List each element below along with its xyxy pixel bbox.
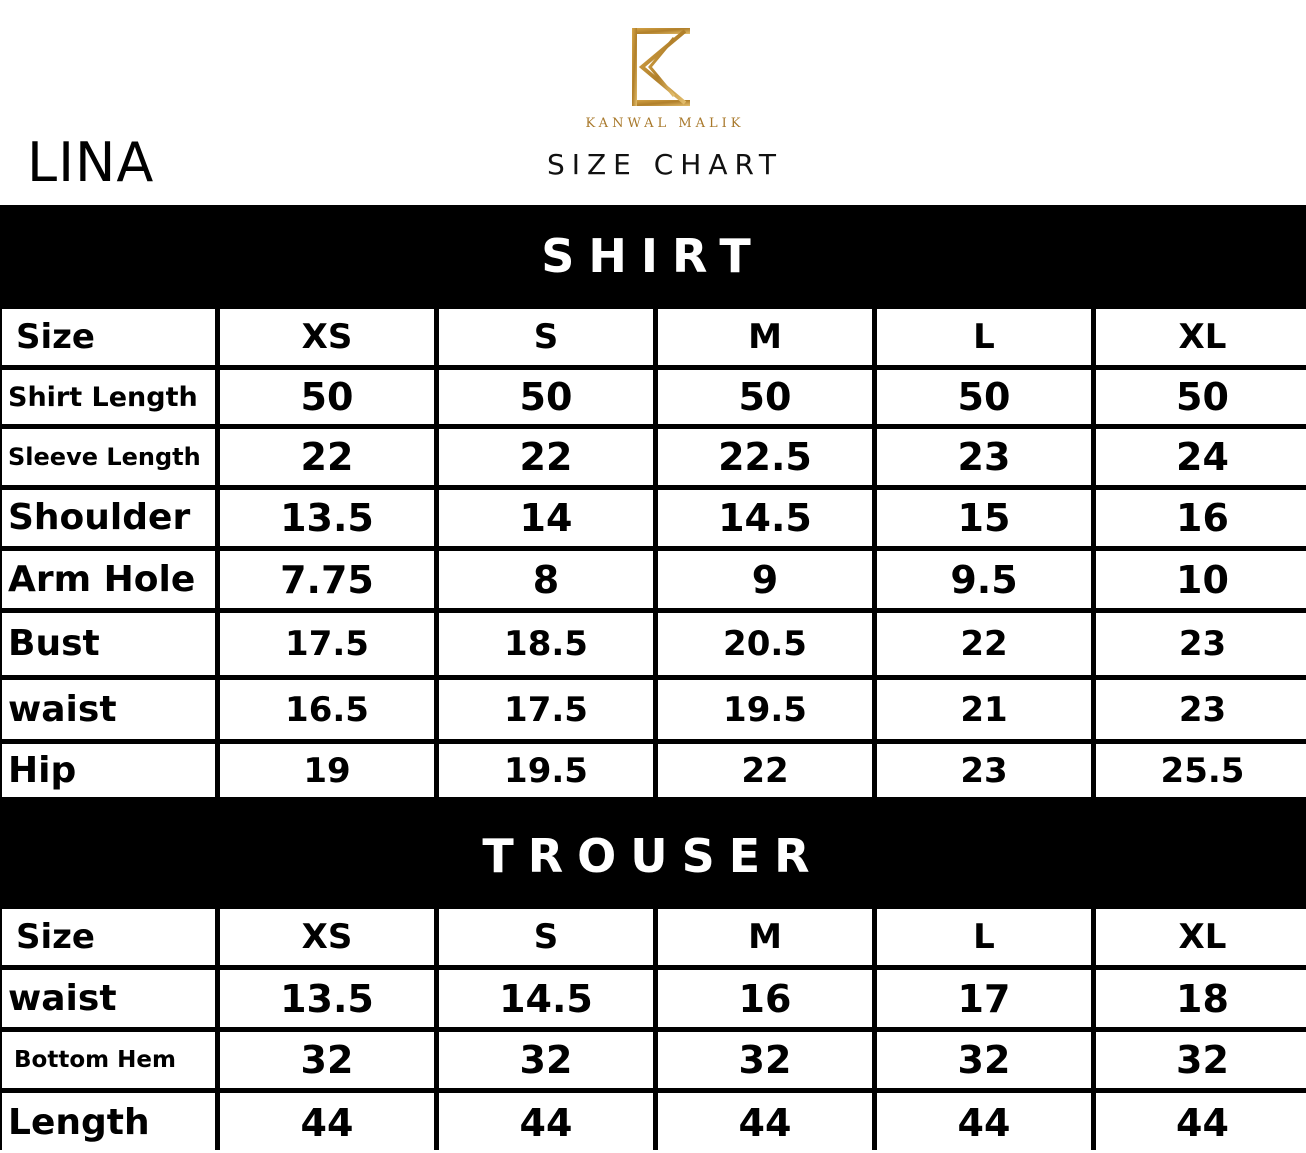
table-cell: 32 xyxy=(658,1032,872,1088)
row-label-bottom-hem: Bottom Hem xyxy=(2,1032,215,1088)
table-cell: 32 xyxy=(877,1032,1091,1088)
row-label-hip: Hip xyxy=(2,744,215,797)
table-cell: 22 xyxy=(439,429,653,485)
shirt-table xyxy=(0,307,1306,805)
table-cell: 23 xyxy=(877,744,1091,797)
table-cell: 44 xyxy=(220,1093,434,1153)
table-cell: 22.5 xyxy=(658,429,872,485)
column-header-s: S xyxy=(439,309,653,365)
table-cell: 50 xyxy=(877,370,1091,424)
column-header-xs: XS xyxy=(220,909,434,965)
table-cell: 44 xyxy=(439,1093,653,1153)
column-header-m: M xyxy=(658,309,872,365)
table-cell: 24 xyxy=(1096,429,1306,485)
brand-name: KANWAL MALIK xyxy=(585,116,745,131)
table-cell: 50 xyxy=(658,370,872,424)
column-header-s: S xyxy=(439,909,653,965)
table-cell: 17.5 xyxy=(439,680,653,739)
table-cell: 44 xyxy=(658,1093,872,1153)
chart-title: SIZE CHART xyxy=(546,148,784,181)
column-header-m: M xyxy=(658,909,872,965)
table-cell: 15 xyxy=(877,490,1091,546)
column-header-size: Size xyxy=(2,909,215,965)
table-cell: 19.5 xyxy=(658,680,872,739)
table-cell: 16 xyxy=(658,970,872,1027)
row-label-shoulder: Shoulder xyxy=(2,490,215,546)
row-label-waist: waist xyxy=(2,680,215,739)
shirt-section-title: SHIRT xyxy=(541,229,765,283)
table-cell: 23 xyxy=(877,429,1091,485)
table-cell: 19.5 xyxy=(439,744,653,797)
table-cell: 44 xyxy=(1096,1093,1306,1153)
table-cell: 22 xyxy=(220,429,434,485)
table-cell: 17.5 xyxy=(220,613,434,675)
table-cell: 21 xyxy=(877,680,1091,739)
table-cell: 13.5 xyxy=(220,970,434,1027)
shirt-section-bar xyxy=(0,205,1306,307)
table-cell: 19 xyxy=(220,744,434,797)
column-header-xs: XS xyxy=(220,309,434,365)
table-cell: 16 xyxy=(1096,490,1306,546)
table-cell: 14.5 xyxy=(439,970,653,1027)
column-header-l: L xyxy=(877,309,1091,365)
row-label-sleeve-length: Sleeve Length xyxy=(2,429,215,485)
table-cell: 10 xyxy=(1096,551,1306,608)
product-name: LINA xyxy=(27,131,155,194)
table-cell: 25.5 xyxy=(1096,744,1306,797)
trouser-table xyxy=(0,907,1306,1150)
table-cell: 23 xyxy=(1096,680,1306,739)
table-cell: 8 xyxy=(439,551,653,608)
table-cell: 44 xyxy=(877,1093,1091,1153)
table-cell: 32 xyxy=(439,1032,653,1088)
table-cell: 32 xyxy=(1096,1032,1306,1088)
row-label-shirt-length: Shirt Length xyxy=(2,370,215,424)
table-cell: 9 xyxy=(658,551,872,608)
table-cell: 7.75 xyxy=(220,551,434,608)
table-cell: 50 xyxy=(220,370,434,424)
row-label-bust: Bust xyxy=(2,613,215,675)
table-cell: 22 xyxy=(658,744,872,797)
table-cell: 50 xyxy=(439,370,653,424)
table-cell: 18 xyxy=(1096,970,1306,1027)
column-header-xl: XL xyxy=(1096,909,1306,965)
table-cell: 16.5 xyxy=(220,680,434,739)
table-cell: 20.5 xyxy=(658,613,872,675)
trouser-section-title: TROUSER xyxy=(482,829,824,883)
column-header-l: L xyxy=(877,909,1091,965)
table-cell: 18.5 xyxy=(439,613,653,675)
table-cell: 17 xyxy=(877,970,1091,1027)
table-cell: 50 xyxy=(1096,370,1306,424)
header xyxy=(0,0,1306,205)
table-cell: 32 xyxy=(220,1032,434,1088)
table-cell: 13.5 xyxy=(220,490,434,546)
table-cell: 14.5 xyxy=(658,490,872,546)
column-header-size: Size xyxy=(2,309,215,365)
table-cell: 9.5 xyxy=(877,551,1091,608)
kanwal-malik-monogram-icon xyxy=(630,26,692,108)
row-label-length: Length xyxy=(2,1093,215,1153)
column-header-xl: XL xyxy=(1096,309,1306,365)
table-cell: 14 xyxy=(439,490,653,546)
row-label-waist: waist xyxy=(2,970,215,1027)
row-label-arm-hole: Arm Hole xyxy=(2,551,215,608)
table-cell: 23 xyxy=(1096,613,1306,675)
table-cell: 22 xyxy=(877,613,1091,675)
trouser-section-bar xyxy=(0,805,1306,907)
